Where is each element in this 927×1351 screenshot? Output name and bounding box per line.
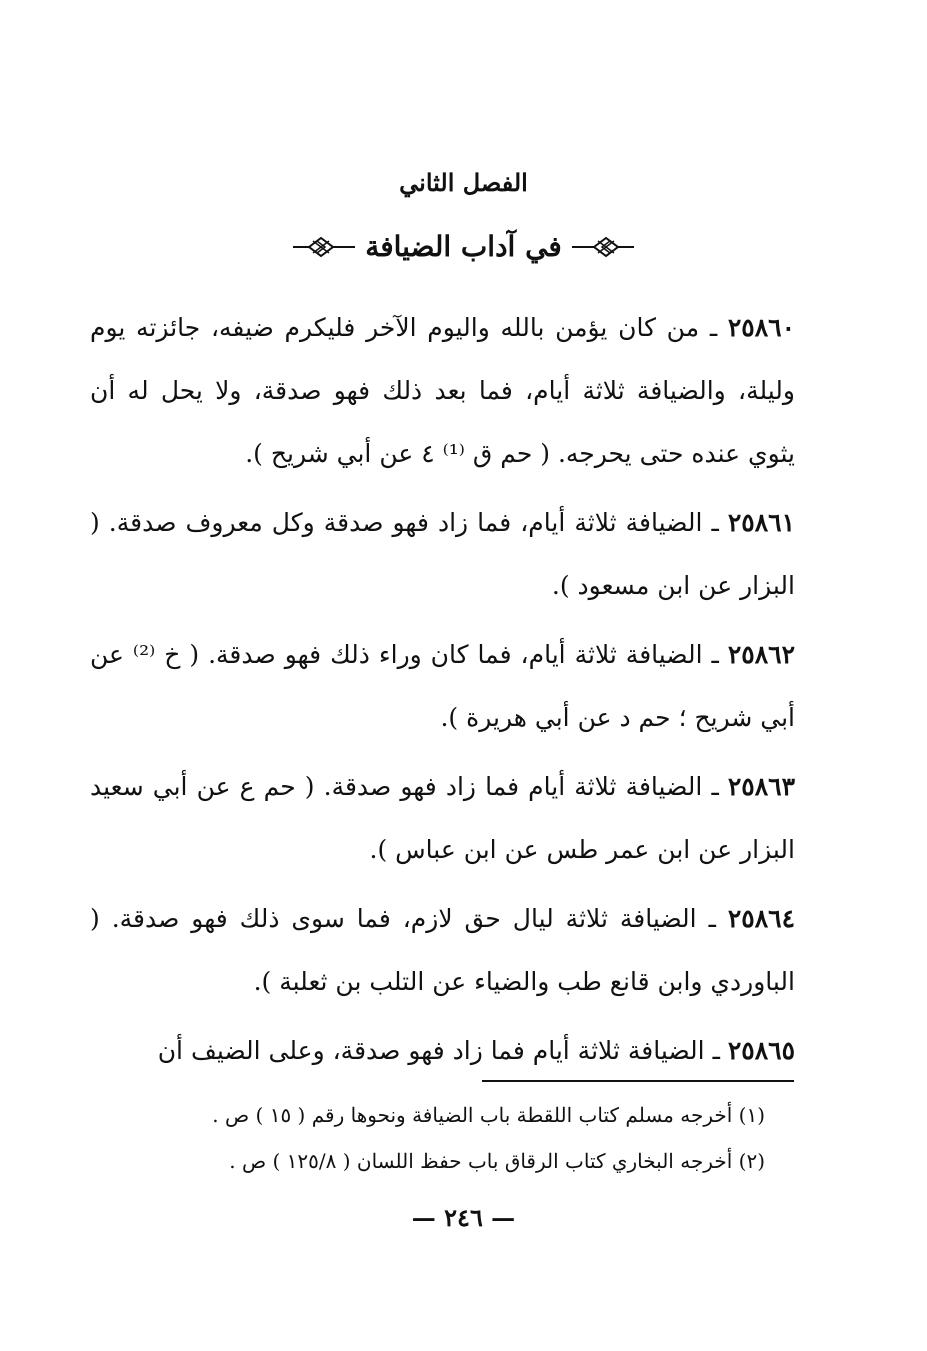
hadith-entry: [90, 491, 795, 617]
hadith-entry: [90, 1019, 795, 1082]
entry-number: ٢٥٨٦٣: [727, 772, 795, 801]
entry-text: الضيافة ثلاثة أيام فما زاد فهو صدقة. ( حم ع عن أبي سعيد البزار عن ابن عمر طس عن ابن عباس ).: [90, 772, 795, 864]
hadith-entry: [90, 887, 795, 1013]
page-number: — ٢٤٦ —: [411, 1203, 516, 1232]
footnote: (١) أخرجه مسلم كتاب اللقطة باب الضيافة ونحوها رقم ( ١٥ ) ص .: [212, 1103, 765, 1127]
footnotes: [140, 1092, 765, 1184]
entry-separator: ـ: [711, 640, 719, 669]
entry-text: الضيافة ثلاثة أيام، فما كان وراء ذلك فهو صدقة. ( خ ⁽²⁾ عن أبي شريح ؛ حم د عن أبي هريرة ).: [90, 640, 795, 732]
entry-separator: ـ: [712, 1036, 720, 1065]
footnote-divider: [482, 1080, 794, 1082]
section-title: في آداب الضيافة: [365, 230, 562, 263]
entry-text: الضيافة ثلاثة أيام فما زاد فهو صدقة، وعلى الضيف أن: [157, 1036, 705, 1065]
footnote: (٢) أخرجه البخاري كتاب الرقاق باب حفظ اللسان ( ١٢٥/٨ ) ص .: [229, 1149, 765, 1173]
hadith-entry: [90, 296, 795, 485]
entry-number: ٢٥٨٦٥: [727, 1036, 795, 1065]
hadith-entry: [90, 755, 795, 881]
entry-separator: ـ: [709, 313, 718, 342]
chapter-title: الفصل الثاني: [399, 168, 528, 197]
entry-number: ٢٥٨٦٢: [727, 640, 795, 669]
entry-text: الضيافة ثلاثة ليال حق لازم، فما سوى ذلك فهو صدقة. ( الباوردي وابن قانع طب والضياء عن التلب بن ثعلبة ).: [90, 904, 795, 996]
hadith-entries: [90, 296, 795, 1088]
hadith-entry: [90, 623, 795, 749]
entry-number: ٢٥٨٦٠: [727, 313, 796, 342]
entry-number: ٢٥٨٦٤: [727, 904, 795, 933]
entry-number: ٢٥٨٦١: [727, 508, 796, 537]
entry-text: الضيافة ثلاثة أيام، فما زاد فهو صدقة وكل معروف صدقة. ( البزار عن ابن مسعود ).: [90, 508, 795, 600]
entry-separator: ـ: [711, 508, 719, 537]
entry-separator: ـ: [711, 772, 719, 801]
entry-text: من كان يؤمن بالله واليوم الآخر فليكرم ضيفه، جائزته يوم وليلة، والضيافة ثلاثة أيام، فما بعد ذلك فهو صدقة، ولا يحل له أن يثوي عنده حتى يحرجه. ( حم ق ⁽¹⁾ ٤ عن أبي شريح ).: [90, 313, 795, 468]
section-heading: [0, 230, 927, 263]
ornament-right-icon: [572, 236, 634, 258]
entry-separator: ـ: [708, 904, 716, 933]
ornament-left-icon: [293, 236, 355, 258]
